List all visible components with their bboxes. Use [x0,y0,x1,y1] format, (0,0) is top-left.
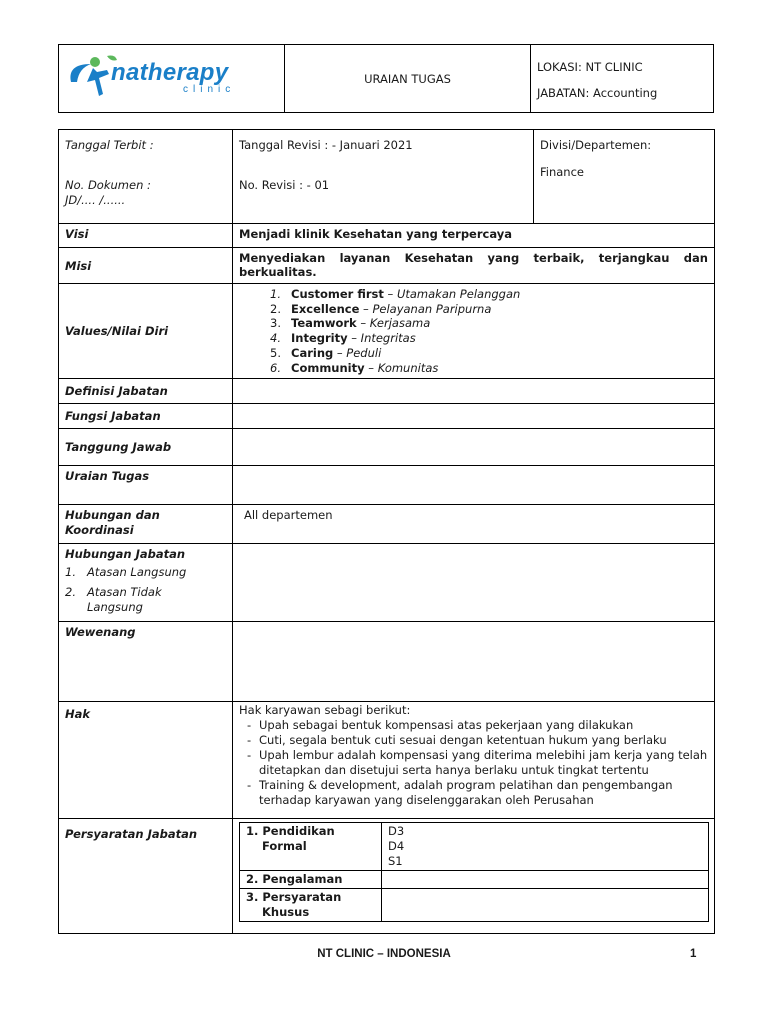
hubungan-jabatan-value [233,544,715,622]
document-title: URAIAN TUGAS [285,45,531,112]
wewenang-row [59,622,715,702]
hubungan-row [59,505,715,544]
logo-subtext: clinic [183,84,236,95]
fungsi-value [233,404,715,429]
hubungan-value: All departemen [233,505,715,544]
definisi-label: Definisi Jabatan [59,379,233,404]
misi-row [59,248,715,284]
hak-list [239,718,708,808]
division-cell [534,130,715,224]
logo-wordmark: natherapy [111,59,229,86]
khusus-value [382,889,709,922]
values-cell [233,284,715,379]
hubungan-label: Hubungan dan Koordinasi [59,505,233,544]
fungsi-label: Fungsi Jabatan [59,404,233,429]
revision-cell [233,130,534,224]
revision-number: No. Revisi : - 01 [239,178,330,192]
tanggung-row [59,429,715,466]
values-label: Values/Nilai Diri [59,284,233,379]
footer-text: NT CLINIC – INDONESIA [317,948,451,960]
issue-date-label: Tanggal Terbit : [65,138,154,152]
hubungan-jabatan-row [59,544,715,622]
visi-value: Menjadi klinik Kesehatan yang terpercaya [233,224,715,248]
list-item: 6. Community – Komunitas [270,360,439,375]
persyaratan-row [59,819,715,934]
atasan-langsung: 1. Atasan Langsung [65,565,187,580]
document-number-value: JD/.... /...... [65,193,126,207]
visi-row [59,224,715,248]
definisi-value [233,379,715,404]
visi-label: Visi [59,224,233,248]
tanggung-value [233,429,715,466]
pengalaman-value [382,871,709,889]
khusus-label: 3. Persyaratan Khusus [240,889,382,922]
list-item: - Upah sebagai bentuk kompensasi atas pekerjaan yang dilakukan [239,718,708,733]
table-row [240,871,709,889]
hak-intro: Hak karyawan sebagi berikut: [239,703,411,718]
misi-value: Menyediakan layanan Kesehatan yang terbaik, terjangkau dan berkualitas. [233,248,715,284]
list-item: 3. Teamwork – Kerjasama [270,316,431,331]
list-item: - Cuti, segala bentuk cuti sesuai dengan ketentuan hukum yang berlaku [239,733,708,748]
tanggung-label: Tanggung Jawab [59,429,233,466]
page-number: 1 [690,948,697,960]
definisi-row [59,379,715,404]
list-item: 1. Customer first – Utamakan Pelanggan [270,287,521,301]
wewenang-value [233,622,715,702]
list-item: 2. Excellence – Pelayanan Paripurna [270,301,492,316]
issue-date-cell [59,130,233,224]
uraian-value [233,466,715,505]
location-text: LOKASI: NT CLINIC [537,60,643,74]
document-header [58,44,714,113]
hubungan-jabatan-cell [59,544,233,622]
values-row [59,284,715,379]
table-row [240,889,709,922]
doc-info-row [59,130,715,224]
hubungan-jabatan-label: Hubungan Jabatan [65,547,186,562]
list-item: - Training & development, adalah program pelatihan dan pengembangan terhadap karyawan yang diselenggarakan oleh Perusahan [239,778,708,808]
job-description-table [58,129,715,934]
hak-label: Hak [59,702,233,819]
uraian-row [59,466,715,505]
values-list [239,287,708,375]
list-item: 5. Caring – Peduli [270,345,382,360]
uraian-label: Uraian Tugas [59,466,233,505]
pengalaman-label: 2. Pengalaman [240,871,382,889]
pendidikan-label: 1. Pendidikan Formal [240,823,382,871]
revision-date: Tanggal Revisi : - Januari 2021 [239,138,413,152]
persyaratan-label: Persyaratan Jabatan [59,819,233,934]
document-number-label: No. Dokumen : [65,178,151,192]
atasan-tidak-langsung: 2. Atasan Tidak Langsung [65,585,162,615]
division-value: Finance [540,165,584,179]
hak-cell [233,702,715,819]
header-meta [531,45,713,112]
requirements-table [239,822,709,922]
wewenang-label: Wewenang [59,622,233,702]
position-text: JABATAN: Accounting [537,86,658,100]
list-item: 4. Integrity – Integritas [270,331,416,346]
pendidikan-values: D3 D4 S1 [382,823,709,871]
division-label: Divisi/Departemen: [540,138,652,152]
hak-row [59,702,715,819]
list-item: - Upah lembur adalah kompensasi yang diterima melebihi jam kerja yang telah ditetapkan dan disetujui serta hanya berlaku untuk tingkat tertentu [239,748,708,778]
table-row [240,823,709,871]
fungsi-row [59,404,715,429]
logo-cell [59,45,285,112]
persyaratan-cell [233,819,715,934]
misi-label: Misi [59,248,233,284]
